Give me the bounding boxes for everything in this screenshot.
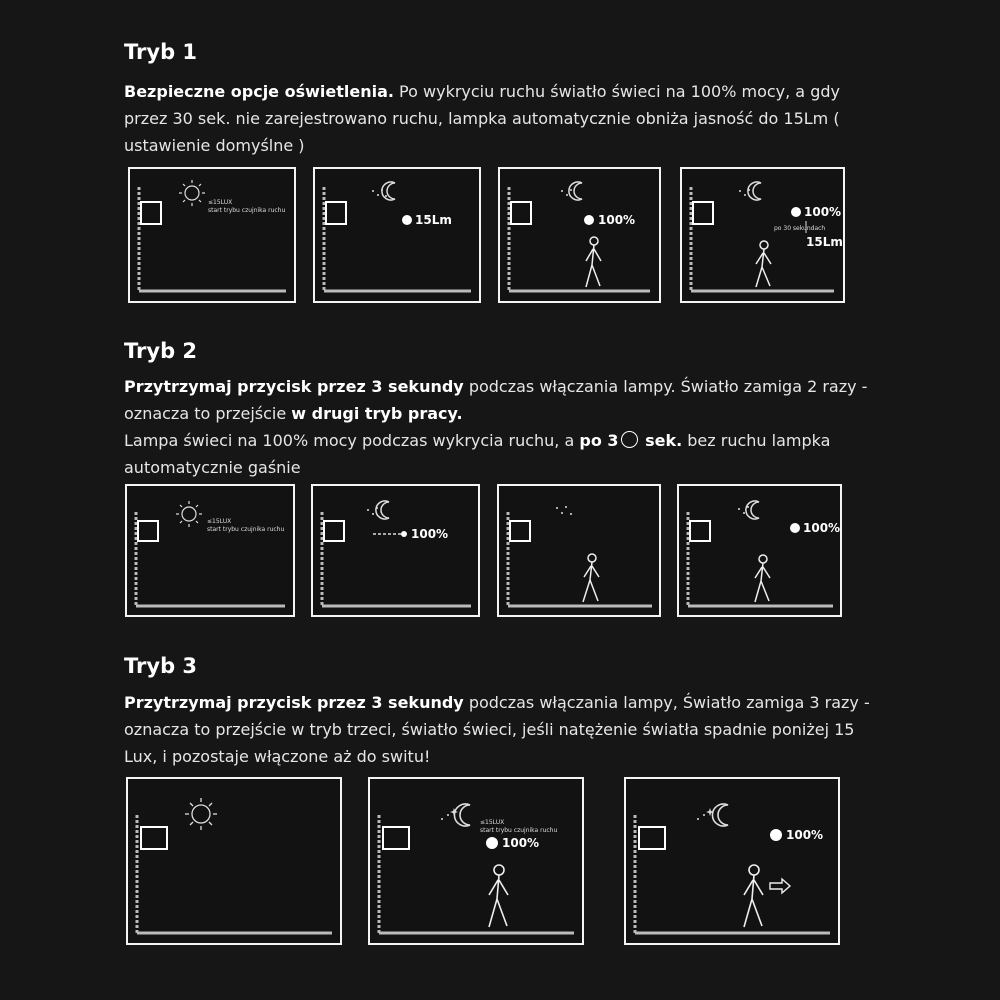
mode1-panel-4 xyxy=(680,167,845,303)
brightness-label-low: 15Lm xyxy=(806,235,843,249)
mode3-panel-1 xyxy=(126,777,342,945)
timer-label: po 30 sekundach xyxy=(774,225,826,232)
lux-label: ≤15LUX xyxy=(208,199,233,206)
mode2-bold2: w drugi tryb pracy. xyxy=(291,404,463,423)
mode3-panel-2 xyxy=(368,777,584,945)
mode3-panel-3 xyxy=(624,777,840,945)
scene-day xyxy=(130,169,294,301)
person-icon xyxy=(583,554,599,602)
moon-icon xyxy=(746,501,759,519)
person-icon xyxy=(756,241,771,287)
moon-icon xyxy=(382,182,395,200)
mode1-title: Tryb 1 xyxy=(124,40,198,64)
mode2-text2: Lampa świeci na 100% mocy podczas wykrycia ruchu, a xyxy=(124,431,580,450)
mode-start-label: start trybu czujnika ruchu xyxy=(208,207,286,214)
lamp-icon xyxy=(141,827,167,849)
lamp-icon xyxy=(511,202,531,224)
mode1-text: Po wykryciu ruchu światło świeci na 100% mocy, a gdy przez 30 sek. nie zarejestrowano ruchu, lampka automatycznie obniża jasność do 15Lm ( ustawienie domyślne ) xyxy=(124,82,840,155)
moon-icon xyxy=(748,182,761,200)
lamp-icon xyxy=(693,202,713,224)
mode2-bold1: Przytrzymaj przycisk przez 3 sekundy xyxy=(124,377,464,396)
person-icon xyxy=(489,865,508,927)
mode1-panel-3 xyxy=(498,167,661,303)
mode2-bold4: sek. xyxy=(639,431,683,450)
stars-icon xyxy=(556,506,572,515)
moon-icon xyxy=(376,501,389,519)
sun-icon xyxy=(176,501,202,527)
mode1-bold: Bezpieczne opcje oświetlenia. xyxy=(124,82,394,101)
light-burst-icon xyxy=(402,215,412,225)
light-burst-icon xyxy=(770,829,782,841)
person-icon xyxy=(744,865,763,927)
mode-start-label: start trybu czujnika ruchu xyxy=(207,526,285,533)
arrow-icon xyxy=(770,879,790,893)
brightness-label: 100% xyxy=(803,521,841,535)
mode3-bold: Przytrzymaj przycisk przez 3 sekundy xyxy=(124,693,464,712)
mode2-bold3: po 3 xyxy=(579,431,619,450)
stars-icon xyxy=(697,808,714,820)
person-icon xyxy=(586,237,601,287)
light-burst-icon xyxy=(790,523,800,533)
stars-icon xyxy=(372,189,387,197)
light-burst-icon xyxy=(791,207,801,217)
moon-icon xyxy=(569,182,582,200)
mode2-panel-1 xyxy=(125,484,295,617)
mode3-description xyxy=(124,689,884,770)
lamp-icon xyxy=(138,521,158,541)
brightness-label: 100% xyxy=(598,213,636,227)
brightness-label: 100% xyxy=(786,828,824,842)
moon-icon xyxy=(454,804,470,826)
lamp-icon xyxy=(510,521,530,541)
mode2-panel-2 xyxy=(311,484,480,617)
brightness-label: 100% xyxy=(502,836,540,850)
light-burst-icon xyxy=(486,837,498,849)
mode1-description xyxy=(124,78,884,159)
lamp-icon xyxy=(639,827,665,849)
moon-icon xyxy=(712,804,728,826)
mode2-panel-4 xyxy=(677,484,842,617)
mode2-panel-3 xyxy=(497,484,661,617)
mode1-panel-1 xyxy=(128,167,296,303)
sun-icon xyxy=(185,798,217,830)
stars-icon xyxy=(738,506,749,514)
light-burst-icon xyxy=(584,215,594,225)
sun-icon xyxy=(179,180,205,206)
mode2-description xyxy=(124,373,884,481)
mode3-text: podczas włączania lampy, Światło zamiga 3 razy - oznacza to przejście w tryb trzeci, światło świeci, jeśli natężenie światła spadnie poniżej 15 Lux, i pozostaje włączone aż do switu! xyxy=(124,693,870,766)
mode2-text1: podczas włączania lampy. Światło zamiga 2 razy - oznacza to przejście xyxy=(124,377,868,423)
mode3-title: Tryb 3 xyxy=(124,654,198,678)
brightness-label: 100% xyxy=(804,205,842,219)
mode-start-label: start trybu czujnika ruchu xyxy=(480,827,558,834)
mode1-panel-2 xyxy=(313,167,481,303)
mode2-title: Tryb 2 xyxy=(124,339,198,363)
brightness-label: 15Lm xyxy=(415,213,452,227)
lamp-icon xyxy=(690,521,710,541)
lamp-icon xyxy=(326,202,346,224)
lamp-icon xyxy=(141,202,161,224)
lux-label: ≤15LUX xyxy=(480,819,505,826)
brightness-label: 100% xyxy=(411,527,449,541)
timer-icon xyxy=(621,431,638,448)
person-icon xyxy=(755,555,770,602)
mode2-text3: bez ruchu lampka automatycznie gaśnie xyxy=(124,431,831,477)
lamp-icon xyxy=(324,521,344,541)
lux-label: ≤15LUX xyxy=(207,518,232,525)
lamp-icon xyxy=(383,827,409,849)
